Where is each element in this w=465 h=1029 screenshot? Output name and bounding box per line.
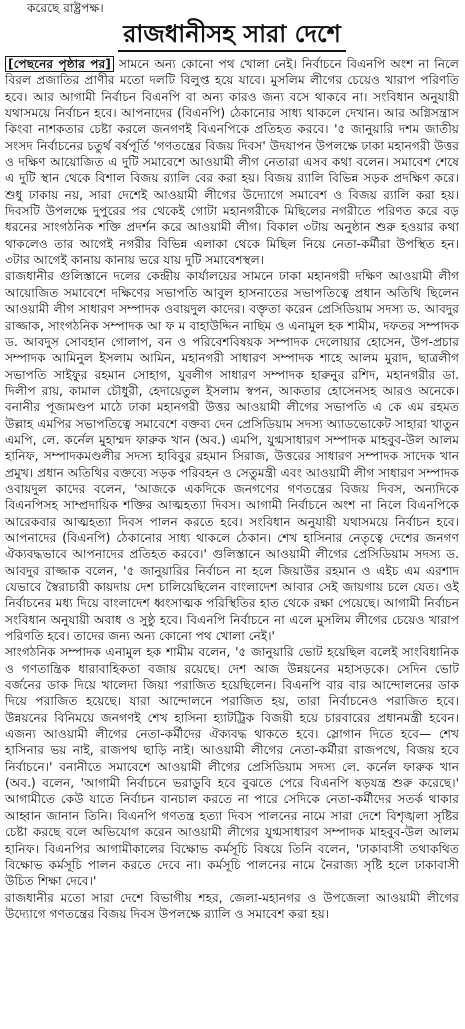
- paragraph-text: সামনে অন্য কোনো পথ খোলা নেই। নির্বাচনে বিএনপি অংশ না নিলে বিরল প্রজাতির প্রাণীর মতো দলটি বিলুপ্ত হয়ে যাবে। মুসলিম লীগের চেয়েও খারাপ পরিণতি হবে। আর আগামী নির্বাচন বিএনপি বা অন্য কারও জন্য বসে থাকবে না। সংবিধান অনুযায়ী যথাসময়ে নির্বাচন হবে। আপনাদের (বিএনপি) ঠেকানোর সাধ্য থাকলে দেখান। আর অগ্নিসন্ত্রাস কিংবা নাশকতার চেষ্টা করলে জনগণই বিএনপিকে প্রতিহত করবে। '৫ জানুয়ারি দশম জাতীয় সংসদ নির্বাচনের চতুর্থ বর্ষপূর্তি 'গণতন্ত্রের বিজয় দিবস' উদযাপন উপলক্ষে ঢাকা মহানগরী উত্তর ও দক্ষিণ আয়োজিত এ দুটি সমাবেশে আওয়ামী লীগ নেতারা এসব কথা বলেন। সমাবেশ শেষে এ দুটি স্থান থেকে বিশাল বিজয় র‌্যালি বের করা হয়। বিজয় র‌্যালি বিভিন্ন সড়ক প্রদক্ষিণ করে। শুধু ঢাকায় নয়, সারা দেশেই আওয়ামী লীগের উদ্যোগে সমাবেশ ও বিজয় র‌্যালি করা হয়। দিবসটি উপলক্ষে দুপুরের পর থেকেই গোটা মহানগরীকে মিছিলের নগরীতে পরিণত করে বড় ধরনের সাংগঠনিক শক্তি প্রদর্শন করে আওয়ামী লীগ। বিকাল ৩টায় অনুষ্ঠান শুরু হওয়ার কথা থাকলেও তার আগেই নগরীর বিভিন্ন এলাকা থেকে মিছিল নিয়ে নেতা-কর্মীরা উপস্থিত হন। ৩টার আগেই কানায় কানায় ভরে যায় দুটি সমাবেশস্থল।: [5, 57, 459, 268]
- article-body: [5, 54, 459, 922]
- article-paragraph: রাজধানীর গুলিস্তানে দলের কেন্দ্রীয় কার্যালয়ের সামনে ঢাকা মহানগরী দক্ষিণ আওয়ামী লীগ আয়োজিত সমাবেশে দক্ষিণের সভাপতি আবুল হাসনাতের সভাপতিত্বে প্রধান অতিথি ছিলেন আওয়ামী লীগ সাধারণ সম্পাদক ওবায়দুল কাদের। বক্তৃতা করেন প্রেসিডিয়াম সদস্য ড. আবদুর রাজ্জাক, সাংগঠনিক সম্পাদক আ ফ ম বাহাউদ্দিন নাছিম ও এনামুল হক শামীম, দফতর সম্পাদক ড. আবদুস সোবহান গোলাপ, বন ও পরিবেশবিষয়ক সম্পাদক দেলোয়ার হোসেন, উপ-প্রচার সম্পাদক আমিনুল ইসলাম আমিন, মহানগরী সাধারণ সম্পাদক শাহে আলম মুরাদ, ছাত্রলীগ সভাপতি সাইফুর রহমান সোহাগ, যুবলীগ সাধারণ সম্পাদক হারুনুর রশিদ, মহানগরীর ডা. দিলীপ রায়, কামাল চৌধুরী, হেদায়েতুল ইসলাম স্বপন, আকতার হোসেনসহ আরও অনেকে। বনানীর পূজামণ্ডপ মাঠে ঢাকা মহানগরী উত্তর আওয়ামী লীগের সভাপতি এ কে এম রহমত উল্লাহ এমপির সভাপতিত্বে সমাবেশে বক্তব্য দেন প্রেসিডিয়াম সদস্য অ্যাডভোকেট সাহারা খাতুন এমপি, লে. কর্নেল মুহাম্মদ ফারুক খান (অব.) এমপি, যুগ্মসাধারণ সম্পাদক মাহবুব-উল আলম হানিফ, সম্পাদকমণ্ডলীর সদস্য হাবিবুর রহমান সিরাজ, উত্তরের সাধারণ সম্পাদক সাদেক খান প্রমুখ। প্রধান অতিথির বক্তব্যে সড়ক পরিবহন ও সেতুমন্ত্রী এবং আওয়ামী লীগ সাধারণ সম্পাদক ওবায়দুল কাদের বলেন, 'আজকে একদিকে জনগণের গণতন্ত্রের বিজয় দিবস, অন্যদিকে বিএনপিসহ সাম্প্রদায়িক শক্তির আত্মহত্যা দিবস। আগামী নির্বাচনে অংশ না নিলে বিএনপিকে আরেকবার আত্মহত্যা দিবস পালন করতে হবে। সংবিধান অনুযায়ী যথাসময়ে নির্বাচন হবে। আপনাদের (বিএনপি) ঠেকানোর সাধ্য থাকলে ঠেকান। শেখ হাসিনার নেতৃত্বে দেশের জনগণ ঐক্যবদ্ধভাবে আপনাদের প্রতিহত করবে।' গুলিস্তানে আওয়ামী লীগের প্রেসিডিয়াম সদস্য ড. আবদুর রাজ্জাক বলেন, '৫ জানুয়ারির নির্বাচন না হলে জিয়াউর রহমান ও এইচ এম এরশাদ যেভাবে স্বৈরাচারী কায়দায় দেশ চালিয়েছিলেন বাংলাদেশ আবার সেই জায়গায় চলে যেত। ওই নির্বাচনের মধ্য দিয়ে বাংলাদেশ ধ্বংসাত্মক পরিস্থিতির হাত থেকে রক্ষা পেয়েছে। আগামী নির্বাচন সংবিধান অনুযায়ী অবাধ ও সুষ্ঠু হবে। বিএনপি নির্বাচনে না এলে মুসলিম লীগের চেয়েও খারাপ পরিণতি হবে। তাদের জন্য অন্য কোনো পথ খোলা নেই।': [5, 269, 459, 644]
- headline-container: [5, 16, 459, 54]
- previous-article-fragment: করেছে রাষ্ট্রপক্ষ।: [27, 1, 104, 15]
- continued-from-label: [পেছনের পৃষ্ঠার পর]: [5, 56, 114, 72]
- article-headline: রাজধানীসহ সারা দেশে: [118, 18, 346, 52]
- article-paragraph: [5, 56, 459, 268]
- article-paragraph: সাংগঠনিক সম্পাদক এনামুল হক শামীম বলেন, '৫ জানুয়ারি ভোট হয়েছিল বলেই সাংবিধানিক ও গণতান্ত্রিক ধারাবাহিকতা বজায় রয়েছে। দেশ আজ উন্নয়নের মহাসড়কে। সেদিন ভোট বর্জনের ডাক দিয়ে খালেদা জিয়া পরাজিত হয়েছিলেন। বিএনপি বার বার আন্দোলনের ডাক দিয়ে পরাজিত হয়েছে। যারা আন্দোলনে পরাজিত হয়, তারা নির্বাচনেও পরাজিত হবে। উন্নয়নের বিনিময়ে জনগণই শেখ হাসিনা হ্যাটট্রিক বিজয়ী হয়ে চারবারের প্রধানমন্ত্রী হবেন। এজন্য আওয়ামী লীগের নেতা-কর্মীদের ঐক্যবদ্ধ থাকতে হবে। স্লোগান দিতে হবে— শেখ হাসিনার ভয় নাই, রাজপথ ছাড়ি নাই। আওয়ামী লীগের নেতা-কর্মীরা রাজপথে, বিজয় হবে নির্বাচনে।' বনানীতে সমাবেশে আওয়ামী লীগের প্রেসিডিয়াম সদস্য লে. কর্নেল ফারুক খান (অব.) বলেন, 'আগামী নির্বাচনে ভরাডুবি হবে বুঝতে পেরে বিএনপি ষড়যন্ত্র শুরু করেছে।' আগামীতে কেউ যাতে নির্বাচন বানচাল করতে না পারে সেদিকে নেতা-কর্মীদের সতর্ক থাকার আহ্বান জানান তিনি। বিএনপি গণতন্ত্র হত্যা দিবস পালনের নামে সারা দেশে বিশৃঙ্খলা সৃষ্টির চেষ্টা করছে বলে অভিযোগ করেন আওয়ামী লীগের যুগ্মসাধারণ সম্পাদক মাহবুব-উল আলম হানিফ। বিএনপির আগামীকালের বিক্ষোভ কর্মসূচি বিষয়ে তিনি বলেন, 'ঢাকাবাসী তথাকথিত বিক্ষোভ কর্মসূচি পালন করতে দেবে না। কর্মসূচি পালনের নামে নৈরাজ্য সৃষ্টি হলে ঢাকাবাসী উচিত শিক্ষা দেবে।': [5, 645, 459, 889]
- article-paragraph: রাজধানীর মতো সারা দেশে বিভাগীয় শহর, জেলা-মহানগর ও উপজেলা আওয়ামী লীগের উদ্যোগে গণতন্ত্রের বিজয় দিবস উপলক্ষে র‌্যালি ও সমাবেশ করা হয়।: [5, 890, 459, 921]
